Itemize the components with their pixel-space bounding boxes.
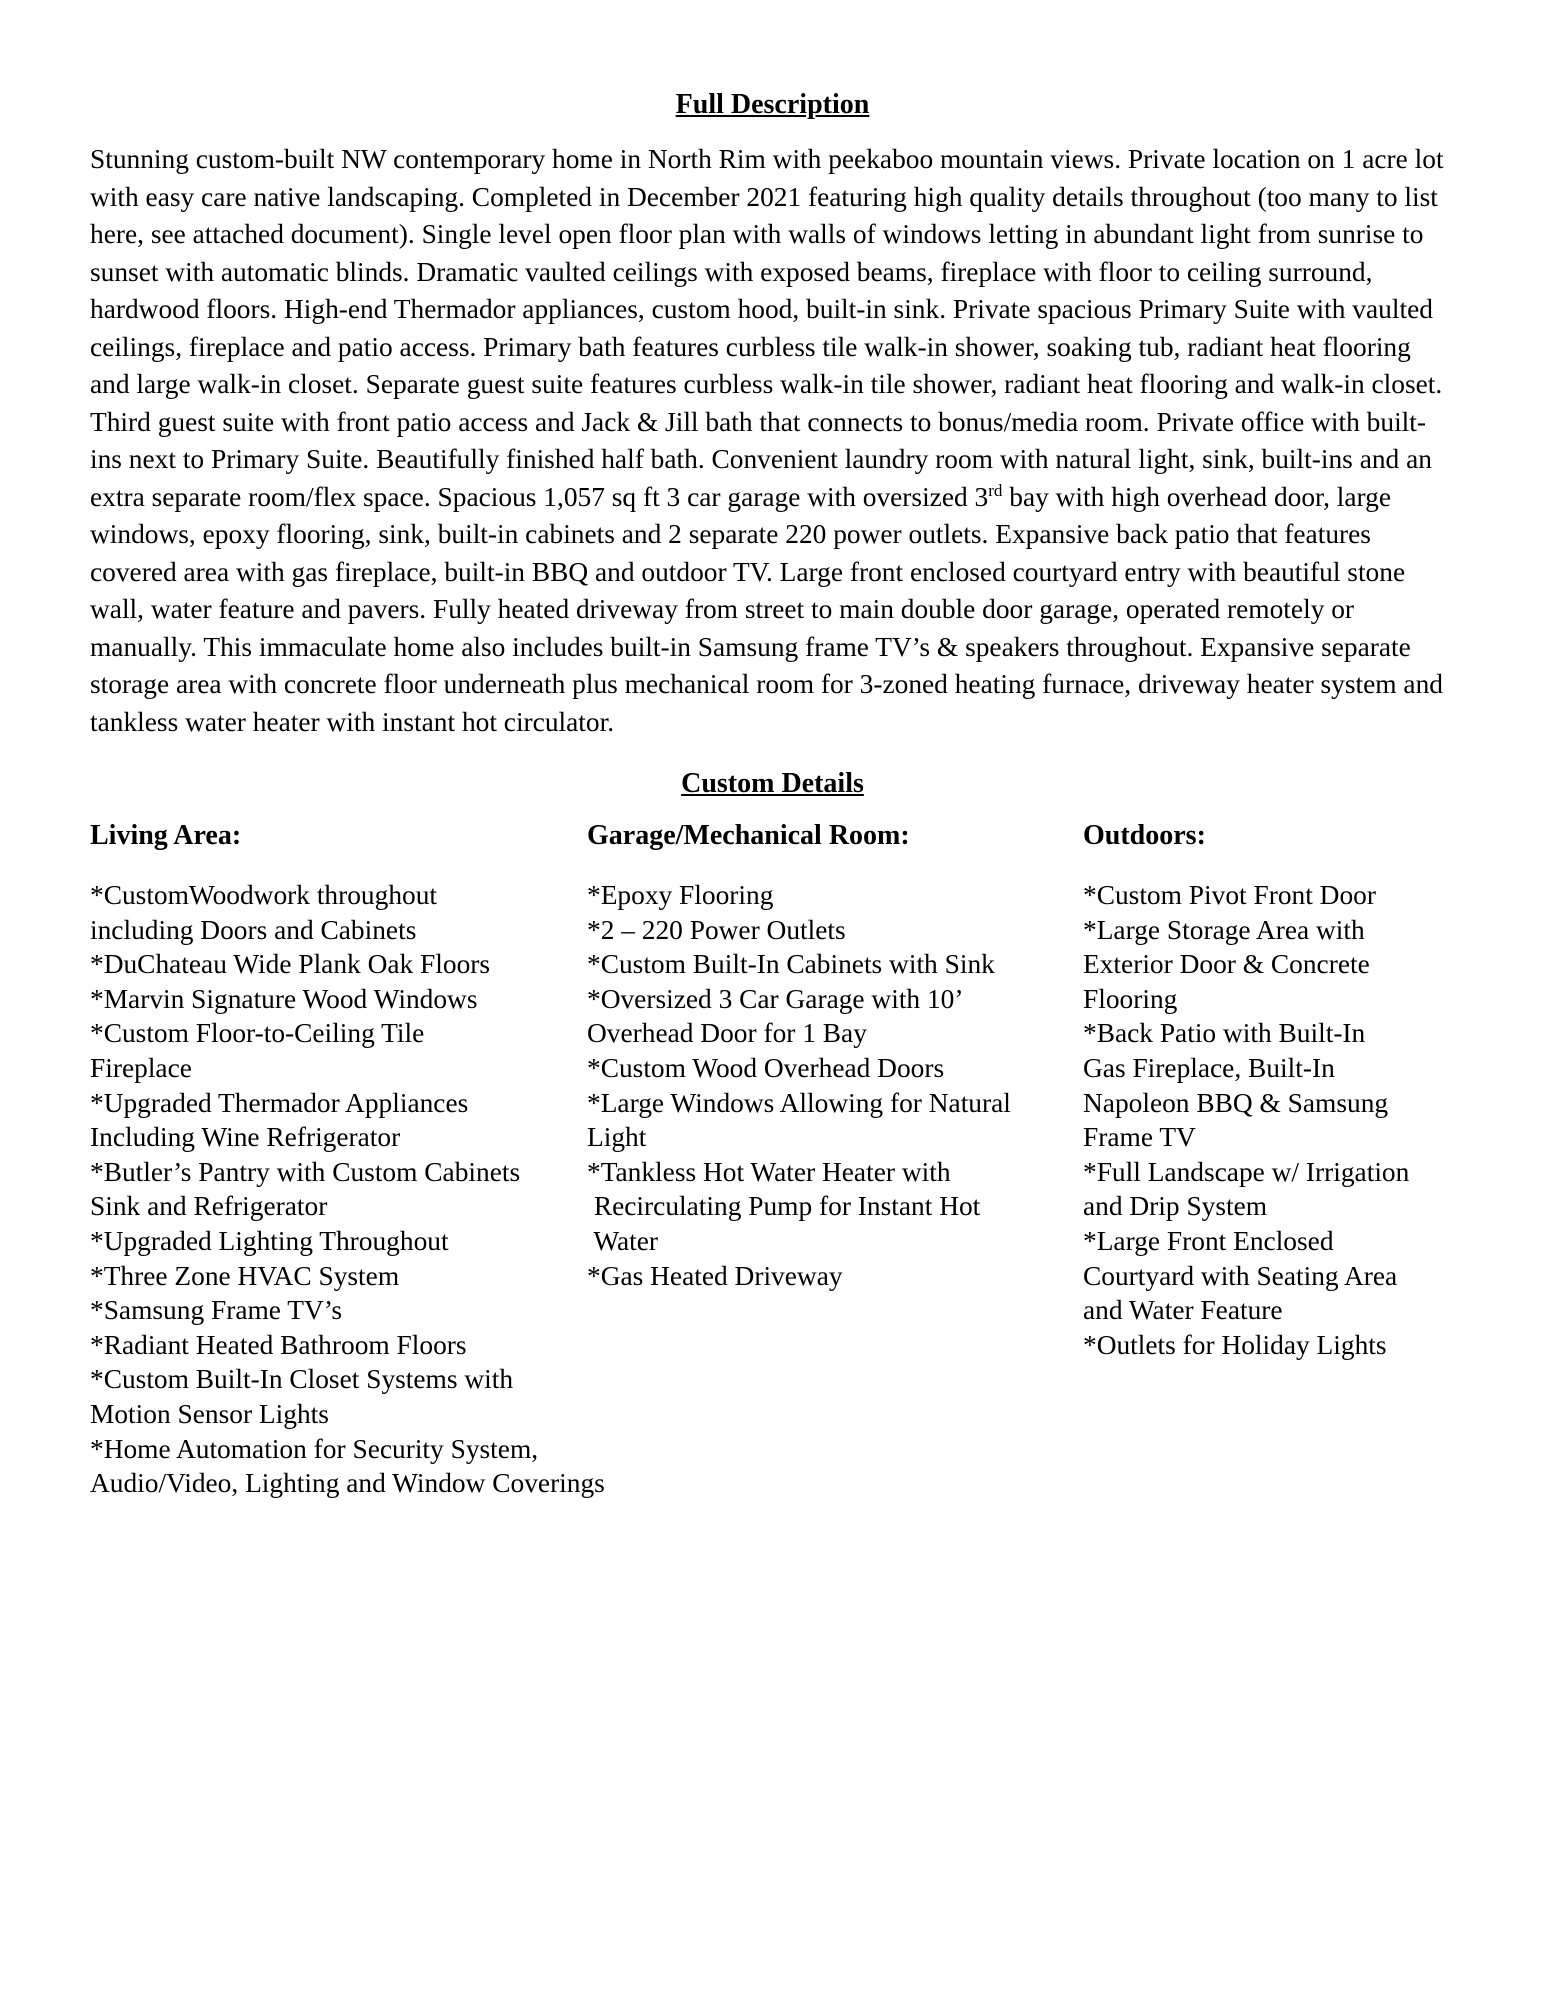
detail-line: and Drip System [1083,1191,1268,1222]
detail-line: *Three Zone HVAC System [90,1260,400,1291]
detail-line: Audio/Video, Lighting and Window Coverings [90,1468,605,1499]
detail-line: *Large Front Enclosed [1083,1225,1334,1256]
detail-line: Motion Sensor Lights [90,1398,329,1429]
detail-line: Courtyard with Seating Area [1083,1260,1398,1291]
detail-line: *Large Storage Area with [1083,914,1365,945]
detail-line: Including Wine Refrigerator [90,1122,401,1153]
detail-line: *2 – 220 Power Outlets [587,914,846,945]
outdoors-column [1083,819,1463,1362]
detail-line: Sink and Refrigerator [90,1191,328,1222]
detail-line: Overhead Door for 1 Bay [587,1018,867,1049]
garage-title: Garage/Mechanical Room: [587,820,910,851]
custom-details-heading: Custom Details [681,768,864,799]
living-area-title: Living Area: [90,820,242,851]
detail-line: *DuChateau Wide Plank Oak Floors [90,949,491,980]
ordinal-superscript: rd [988,480,1003,500]
detail-line: Napoleon BBQ & Samsung [1083,1087,1389,1118]
detail-line: and Water Feature [1083,1295,1283,1326]
detail-line: Water [587,1225,659,1256]
detail-line: *Oversized 3 Car Garage with 10’ [587,983,964,1014]
detail-line: *Custom Built-In Closet Systems with [90,1364,514,1395]
living-area-column [90,819,605,1501]
detail-line: *Custom Pivot Front Door [1083,880,1376,910]
custom-details-columns [90,819,1455,1559]
detail-line: Recirculating Pump for Instant Hot [587,1191,981,1222]
full-description-text [90,141,1455,741]
detail-line: *Tankless Hot Water Heater with [587,1156,951,1187]
detail-line: Light [587,1122,647,1153]
garage-list [587,878,1087,1293]
detail-line: *CustomWoodwork throughout [90,880,438,910]
detail-line: *Custom Wood Overhead Doors [587,1052,945,1083]
detail-line: *Marvin Signature Wood Windows [90,983,478,1014]
full-description-heading: Full Description [675,89,870,120]
detail-line: *Gas Heated Driveway [587,1260,843,1291]
living-area-list [90,878,605,1501]
detail-line: *Upgraded Thermador Appliances [90,1087,469,1118]
detail-line: *Full Landscape w/ Irrigation [1083,1156,1410,1187]
detail-line: *Back Patio with Built-In [1083,1018,1366,1049]
document-page [90,88,1455,1559]
detail-line: Frame TV [1083,1122,1196,1153]
outdoors-list [1083,878,1463,1362]
description-text-part-2: bay with high overhead door, large windows, epoxy flooring, sink, built-in cabinets and 2 separate 220 power outlets. Expansive back patio that features covered area with gas fireplace, built-in BBQ and outdoor TV. Large front enclosed courtyard entry with beautiful stone wall, water feature and pavers. Fully heated driveway from street to main double door garage, operated remotely or manually. This immaculate home also includes built-in Samsung frame TV’s & speakers throughout. Expansive separate storage area with concrete floor underneath plus mechanical room for 3-zoned heating furnace, driveway heater system and tankless water heater with instant hot circulator. [90,481,1443,737]
detail-line: Fireplace [90,1052,192,1083]
detail-line: Gas Fireplace, Built-In [1083,1052,1335,1083]
detail-line: *Custom Built-In Cabinets with Sink [587,949,995,980]
detail-line: *Samsung Frame TV’s [90,1295,343,1326]
detail-line: including Doors and Cabinets [90,914,417,945]
outdoors-title: Outdoors: [1083,820,1206,851]
detail-line: Flooring [1083,983,1178,1014]
detail-line: *Outlets for Holiday Lights [1083,1329,1387,1360]
detail-line: *Radiant Heated Bathroom Floors [90,1329,467,1360]
detail-line: *Epoxy Flooring [587,880,774,910]
detail-line: Exterior Door & Concrete [1083,949,1370,980]
description-text-part-1: Stunning custom-built NW contemporary home in North Rim with peekaboo mountain views. Private location on 1 acre lot with easy care native landscaping. Completed in December 2021 featuring high quality details throughout (too many to list here, see attached document). Single level open floor plan with walls of windows letting in abundant light from sunrise to sunset with automatic blinds. Dramatic vaulted ceilings with exposed beams, fireplace with floor to ceiling surround, hardwood floors. High-end Thermador appliances, custom hood, built-in sink. Private spacious Primary Suite with vaulted ceilings, fireplace and patio access. Primary bath features curbless tile walk-in shower, soaking tub, radiant heat flooring and large walk-in closet. Separate guest suite features curbless walk-in tile shower, radiant heat flooring and walk-in closet. Third guest suite with front patio access and Jack & Jill bath that connects to bonus/media room. Private office with built-ins next to Primary Suite. Beautifully finished half bath. Convenient laundry room with natural light, sink, built-ins and an extra separate room/flex space. Spacious 1,057 sq ft 3 car garage with oversized 3 [90,144,1444,512]
detail-line: *Home Automation for Security System, [90,1433,539,1464]
detail-line: *Large Windows Allowing for Natural [587,1087,1011,1118]
detail-line: *Upgraded Lighting Throughout [90,1225,449,1256]
detail-line: *Custom Floor-to-Ceiling Tile [90,1018,425,1049]
garage-column [587,819,1087,1293]
detail-line: *Butler’s Pantry with Custom Cabinets [90,1156,521,1187]
